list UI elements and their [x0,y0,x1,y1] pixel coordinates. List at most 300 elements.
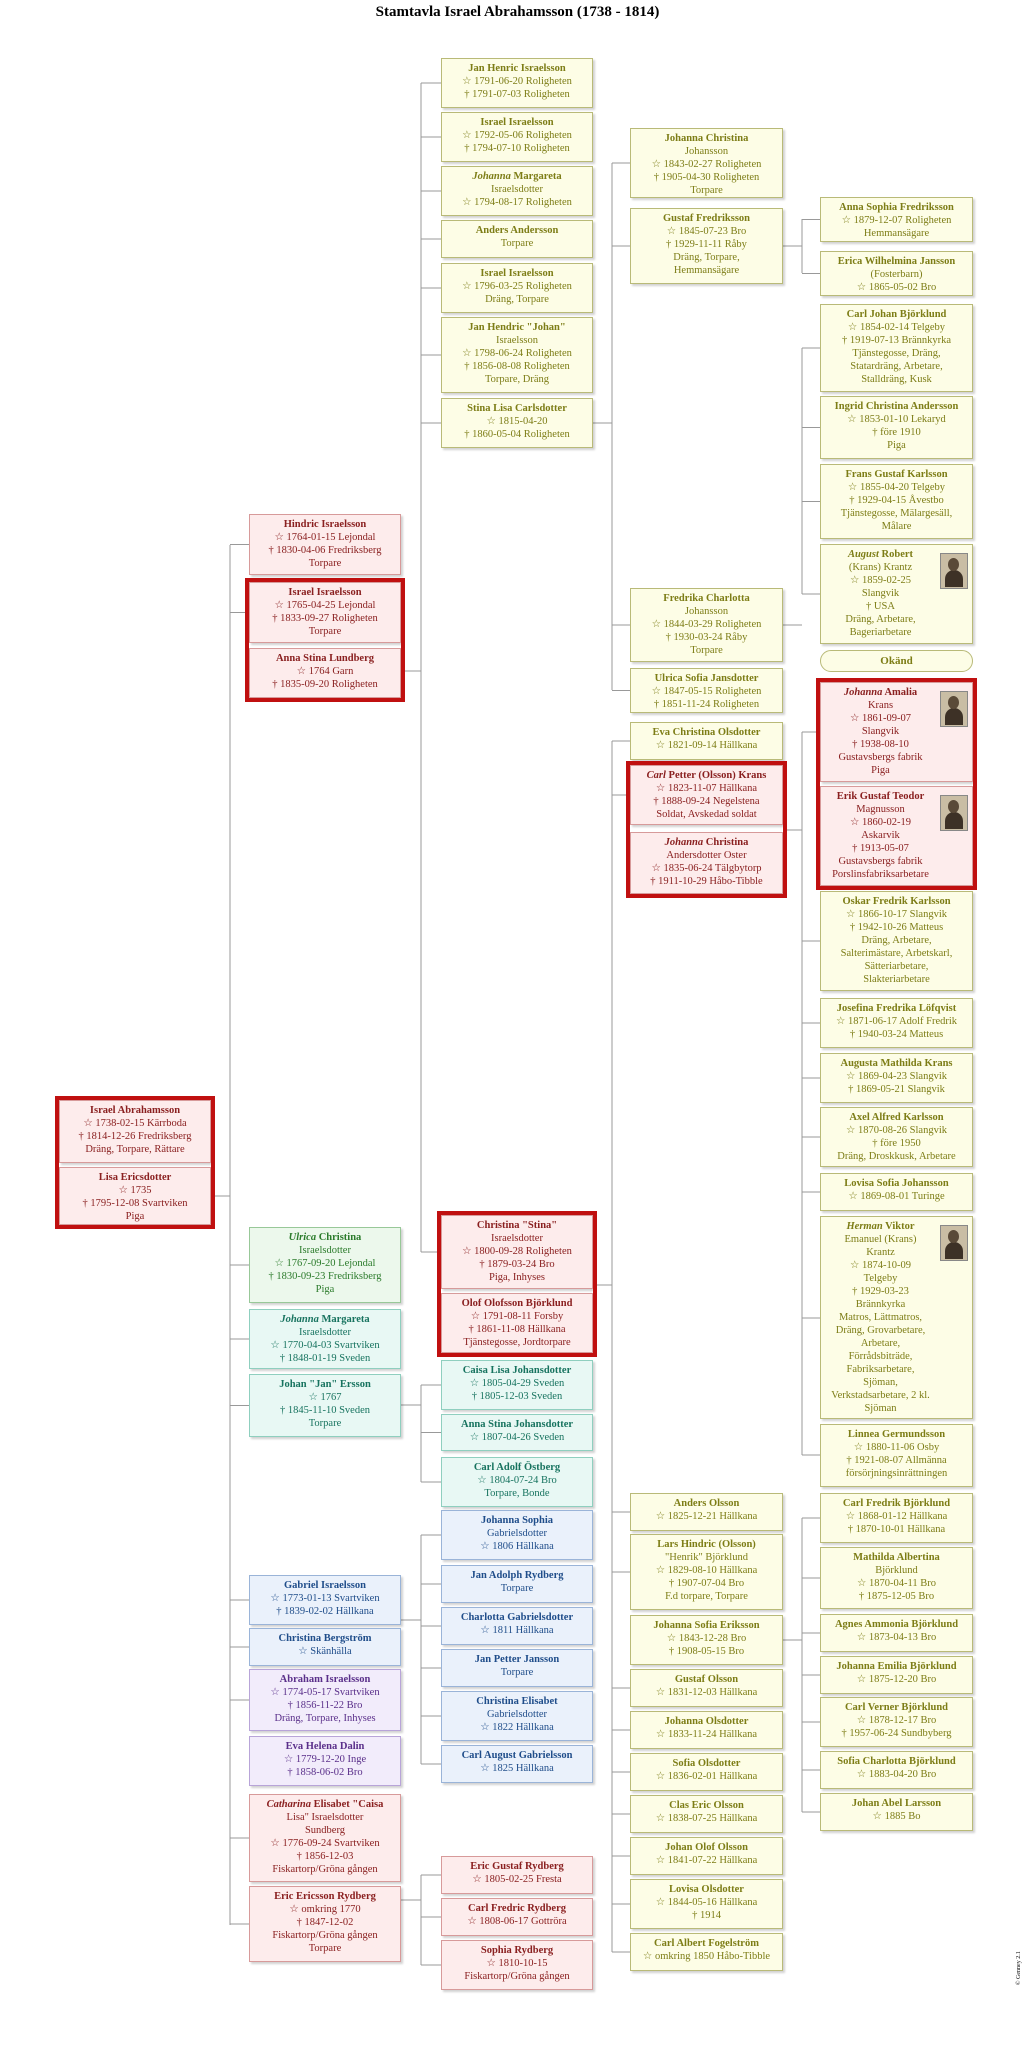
person-name: Stina Lisa Carlsdotter [467,403,567,414]
person-detail: † 1911-10-29 Håbo-Tibble [650,876,763,887]
person-detail: Krantz [866,1247,895,1258]
person-detail: ☆ 1868-01-12 Hällkana [845,1511,948,1522]
person-detail: Arbetare, [860,1338,901,1349]
person-detail: † 1856-12-03 [296,1851,354,1862]
person-detail: † 1835-09-20 Roligheten [272,679,378,690]
person-detail: Sjöman, [863,1377,898,1388]
person-detail: † 1929-03-23 [852,1286,909,1297]
person-detail: Israelsdotter [299,1327,351,1338]
person-detail: (Krans) Krantz [848,562,913,573]
person-detail: † 1860-05-04 Roligheten [464,429,570,440]
person-detail: F.d torpare, Torpare [665,1591,748,1602]
person-detail: ☆ 1807-04-26 Sveden [469,1432,565,1443]
person-detail: Fiskartorp/Gröna gången [272,1930,378,1941]
person-name: Christina "Stina" [476,1220,558,1231]
person-detail: ☆ 1860-02-19 [849,817,912,828]
person-name-emphasis: Catharina [266,1799,311,1810]
person-detail: Dräng, Torpare, [673,252,740,263]
person-detail: ☆ 1767-09-20 Lejondal [274,1258,376,1269]
person-detail: ☆ 1765-04-25 Lejondal [274,600,376,611]
person-name: Anna Stina Johansdotter [460,1419,574,1430]
portrait-photo-icon [940,795,968,831]
person-eric-gustaf-rydberg[interactable] [441,1856,593,1894]
person-detail: ☆ omkring 1850 Håbo-Tibble [642,1951,771,1962]
person-anders-olsson[interactable] [630,1493,783,1531]
person-name: Anders Olsson [673,1498,740,1509]
person-detail: Israelsdotter [491,184,543,195]
person-detail: ☆ 1810-10-15 [486,1958,548,1969]
person-gabriel-israelsson[interactable] [249,1575,401,1625]
person-linnea-germundsson[interactable] [820,1424,973,1487]
person-name: Israel Israelsson [288,587,362,598]
person-detail: ☆ 1815-04-20 [486,416,548,427]
person-detail: Matros, Lättmatros, [838,1312,923,1323]
person-name: Israel Abrahamsson [89,1105,181,1116]
person-name: Carl August Gabrielsson [461,1750,573,1761]
person-detail: ☆ 1805-04-29 Sveden [469,1378,565,1389]
person-detail: ☆ 1869-08-01 Turinge [848,1191,945,1202]
person-name: Anna Sophia Fredriksson [839,202,954,213]
person-gustaf-fredriksson[interactable] [630,208,783,284]
person-name-emphasis: Herman [846,1221,883,1232]
person-detail: ☆ 1823-11-07 Hällkana [655,783,758,794]
person-name: Israel Israelsson [480,117,554,128]
person-name: Sophia Rydberg [480,1945,554,1956]
person-name: Johan Olof Olsson [665,1842,748,1853]
person-johan-olof-olsson[interactable] [630,1837,783,1875]
person-detail: ☆ 1776-09-24 Svartviken [270,1838,380,1849]
person-detail: ☆ 1843-02-27 Roligheten [651,159,762,170]
person-oskar-fredrik-karlsson[interactable] [820,891,973,991]
person-detail: (Fosterbarn) [870,269,923,280]
person-sofia-olsdotter[interactable] [630,1753,783,1791]
person-fredrika-charlotta[interactable] [630,588,783,662]
person-detail: Fiskartorp/Gröna gången [272,1864,378,1875]
person-detail: ☆ 1844-05-16 Hällkana [655,1897,758,1908]
person-detail: † 1869-05-21 Slangvik [848,1084,945,1095]
person-detail: ☆ 1831-12-03 Hällkana [655,1687,758,1698]
copyright-text: © Genney 2.1 [1016,1951,1022,1985]
person-agnes-ammonia-bjorklund[interactable] [820,1614,973,1652]
person-detail: † 1830-04-06 Fredriksberg [268,545,382,556]
person-detail: Torpare [500,238,534,249]
person-detail: ☆ 1870-08-26 Slangvik [846,1125,947,1136]
person-jan-adolph-rydberg[interactable] [441,1565,593,1603]
person-detail: † 1851-11-24 Roligheten [653,699,760,710]
person-detail: † 1848-01-19 Sveden [279,1353,371,1364]
person-detail: Tjänstegosse, Dräng, [852,348,941,359]
person-detail: Verkstadsarbetare, 2 kl. [831,1390,930,1401]
person-johanna-olsdotter[interactable] [630,1711,783,1749]
person-jan-hendric-johan[interactable] [441,317,593,393]
person-name: Anders Andersson [475,225,559,236]
person-name: Johanna Olsdotter [664,1716,749,1727]
person-name: Carl Fredrik Björklund [842,1498,951,1509]
person-detail: † 1914 [692,1910,721,1921]
person-detail: ☆ 1798-06-24 Roligheten [462,348,572,359]
person-detail: † 1858-06-02 Bro [287,1767,363,1778]
person-name: Lovisa Olsdotter [669,1884,744,1895]
person-name: Lars Hindric (Olsson) [657,1539,756,1550]
person-israel-israelsson[interactable] [249,582,401,643]
person-detail: ☆ 1847-05-15 Roligheten [651,686,762,697]
person-detail: † 1942-10-26 Matteus [849,922,944,933]
person-name: Carl Fredric Rydberg [468,1903,566,1914]
person-detail: Piga [871,765,890,776]
person-name: Gabriel Israelsson [284,1580,366,1591]
person-johanna-emilia-bjorklund[interactable] [820,1656,973,1694]
person-anna-sophia-fredriksson[interactable] [820,197,973,242]
person-name: Sofia Charlotta Björklund [837,1756,956,1767]
person-detail: Förrådsbiträde, [848,1351,913,1362]
person-detail: ☆ 1791-06-20 Roligheten [462,76,572,87]
person-name: Jan Adolph Rydberg [470,1570,564,1581]
person-detail: ☆ 1804-07-24 Bro [477,1475,557,1486]
person-jan-henric-israelsson[interactable] [441,58,593,108]
person-detail: Piga [315,1284,335,1295]
person-name: Sofia Olsdotter [672,1758,741,1769]
person-detail: ☆ 1875-12-20 Bro [856,1674,937,1685]
portrait-photo-icon [940,1225,968,1261]
person-detail: Stalldräng, Kusk [861,374,932,385]
person-detail: Sjöman [864,1403,897,1414]
person-detail: † 1847-12-02 [296,1917,354,1928]
person-lovisa-sofia-johansson[interactable] [820,1173,973,1211]
person-name: Carl Verner Björklund [844,1702,949,1713]
person-jan-petter-jansson[interactable] [441,1649,593,1687]
person-johan-abel-larsson[interactable] [820,1793,973,1831]
person-detail: † 1905-04-30 Roligheten [653,172,760,183]
person-gustaf-olsson[interactable] [630,1669,783,1707]
person-johanna-margareta[interactable] [441,166,593,216]
person-detail: Torpare [690,185,723,196]
person-clas-eric-olsson[interactable] [630,1795,783,1833]
person-name: Ingrid Christina Andersson [834,401,959,412]
person-sofia-charlotta-bjorklund[interactable] [820,1751,973,1789]
person-name: Jan Petter Jansson [474,1654,560,1665]
person-detail: † USA [866,601,895,612]
portrait-photo-icon [940,691,968,727]
person-name: Johanna Margareta [280,1314,370,1325]
person-detail: ☆ 1794-08-17 Roligheten [462,197,572,208]
person-detail: Gabrielsdotter [486,1528,548,1539]
person-detail: Askarvik [861,830,900,841]
person-name: Eric Gustaf Rydberg [470,1861,564,1872]
person-axel-alfred-karlsson[interactable] [820,1107,973,1167]
person-detail: Israelsdotter [299,1245,351,1256]
person-detail: Porslinsfabriksarbetare [832,869,929,880]
person-detail: ☆ 1805-02-25 Fresta [472,1874,562,1885]
person-carl-adolf-ostberg[interactable] [441,1457,593,1507]
person-charlotta-gabrielsdotter[interactable] [441,1607,593,1645]
person-detail: † 1888-09-24 Negelstena [653,796,760,807]
person-ingrid-christina-andersson[interactable] [820,396,973,459]
person-detail: Dräng, Arbetare, [861,935,932,946]
person-israel-israelsson[interactable] [441,112,593,162]
person-caisa-lisa-johansdotter[interactable] [441,1360,593,1410]
person-name: Axel Alfred Karlsson [849,1112,944,1123]
person-detail: ☆ 1861-09-07 [849,713,912,724]
person-detail: † före 1910 [872,427,921,438]
person-herman-viktor[interactable] [820,1216,973,1419]
person-catharina-elisabet-caisa[interactable] [249,1794,401,1882]
person-name: Israel Israelsson [480,268,554,279]
person-name-emphasis: Johanna [843,687,883,698]
person-christina-bergstrom[interactable] [249,1628,401,1666]
person-detail: † 1921-08-07 Allmänna [846,1455,947,1466]
person-name: Oskar Fredrik Karlsson [842,896,951,907]
person-abraham-israelsson[interactable] [249,1669,401,1731]
person-detail: ☆ 1843-12-28 Bro [666,1633,747,1644]
person-detail: ☆ 1774-05-17 Svartviken [270,1687,380,1698]
person-detail: Gabrielsdotter [486,1709,548,1720]
person-detail: ☆ 1764 Garn [296,666,354,677]
person-anna-stina-johansdotter[interactable] [441,1414,593,1451]
person-name: Fredrika Charlotta [663,593,750,604]
person-detail: Torpare [308,558,342,569]
person-lovisa-olsdotter[interactable] [630,1879,783,1929]
person-detail: Lisa" Israelsdotter [286,1812,364,1823]
person-johanna-christina[interactable] [630,128,783,198]
person-detail: Torpare [690,645,723,656]
person-name: Agnes Ammonia Björklund [834,1619,959,1630]
person-name: Olof Olofsson Björklund [461,1298,573,1309]
person-detail: ☆ 1845-07-23 Bro [666,226,747,237]
person-detail: Piga [887,440,906,451]
person-detail: ☆ 1791-08-11 Forsby [470,1311,564,1322]
person-detail: ☆ 1885 Bo [872,1811,921,1822]
person-detail: † före 1950 [872,1138,921,1149]
person-detail: Slakteriarbetare [863,974,930,985]
person-detail: † 1938-08-10 [852,739,909,750]
person-detail: ☆ 1800-09-28 Roligheten [462,1246,572,1257]
person-detail: Sätteriarbetare, [864,961,929,972]
person-detail: Krans [867,700,894,711]
person-name: Gustaf Olsson [674,1674,739,1685]
person-detail: Dräng, Droskkusk, Arbetare [837,1151,956,1162]
person-name: Jan Henric Israelsson [468,63,566,74]
person-johan-jan-ersson[interactable] [249,1374,401,1437]
person-detail: † 1794-07-10 Roligheten [464,143,570,154]
person-stina-lisa-carlsdotter[interactable] [441,398,593,448]
person-christina-elisabet[interactable] [441,1691,593,1741]
person-sophia-rydberg[interactable] [441,1940,593,1990]
person-detail: ☆ 1764-01-15 Lejondal [274,532,376,543]
person-detail: † 1929-11-11 Råby [666,239,747,250]
person-detail: ☆ 1880-11-06 Osby [853,1442,940,1453]
person-carl-fredrik-bjorklund[interactable] [820,1493,973,1543]
person-detail: † 1791-07-03 Roligheten [464,89,570,100]
person-carl-fredric-rydberg[interactable] [441,1898,593,1936]
person-name: Eva Christina Olsdotter [652,727,761,738]
person-detail: Torpare [308,1943,342,1954]
person-detail: † 1908-05-15 Bro [668,1646,745,1657]
person-johanna-sofia-eriksson[interactable] [630,1615,783,1665]
person-name: Johanna Christina [664,837,749,848]
person-detail: ☆ 1859-02-25 [849,575,912,586]
person-detail: Israelsdotter [491,1233,543,1244]
person-carl-august-gabrielsson[interactable] [441,1745,593,1783]
person-name: Erik Gustaf Teodor [836,791,925,802]
person-erik-gustaf-teodor[interactable] [820,786,973,886]
person-detail: Gustavsbergs fabrik [838,752,923,763]
person-detail: Piga, Inhyses [489,1272,545,1283]
page-title: Stamtavla Israel Abrahamsson (1738 - 1814) [375,4,660,20]
person-name: Johan "Jan" Ersson [279,1379,371,1390]
person-josefina-fredrika-lofqvist[interactable] [820,998,973,1048]
unknown-partner-badge[interactable]: Okänd [820,650,973,672]
person-name: Clas Eric Olsson [669,1800,744,1811]
person-detail: † 1919-07-13 Brännkyrka [841,335,952,346]
person-ulrica-sofia-jansdotter[interactable] [630,668,783,713]
person-detail: ☆ 1773-01-13 Svartviken [270,1593,380,1604]
person-name: Ulrica Sofia Jansdotter [654,673,759,684]
person-detail: Torpare, Bonde [484,1488,550,1499]
person-detail: ☆ 1767 [308,1392,342,1403]
person-detail: Piga [125,1211,145,1222]
person-detail: † 1845-11-10 Sveden [279,1405,370,1416]
person-detail: ☆ 1870-04-11 Bro [856,1578,937,1589]
person-name: Ulrica Christina [288,1232,362,1243]
person-anna-stina-lundberg[interactable] [249,648,401,698]
person-name: Christina Elisabet [476,1696,558,1707]
person-detail: Torpare [500,1667,534,1678]
person-name-emphasis: Johanna [280,1314,319,1325]
person-detail: Torpare, Dräng [485,374,549,385]
person-carl-petter-olsson-krans[interactable] [630,765,783,825]
person-name: Eric Ericsson Rydberg [274,1891,376,1902]
person-detail: Tjänstegosse, Mälargesäll, [840,508,953,519]
person-name: Augusta Mathilda Krans [840,1058,953,1069]
person-name-emphasis: Ulrica [288,1232,317,1243]
person-detail: ☆ 1865-05-02 Bro [856,282,937,293]
person-detail: Bageriarbetare [849,627,912,638]
person-carl-albert-fogelstrom[interactable] [630,1933,783,1971]
person-detail: Emanuel (Krans) [844,1234,917,1245]
person-detail: † 1913-05-07 [852,843,909,854]
person-detail: Dräng, Torpare, Inhyses [274,1713,376,1724]
person-detail: ☆ 1873-04-13 Bro [856,1632,937,1643]
person-detail: † 1870-10-01 Hällkana [847,1524,946,1535]
person-name: Erica Wilhelmina Jansson [837,256,956,267]
person-carl-johan-bjorklund[interactable] [820,304,973,392]
person-detail: † 1875-12-05 Bro [858,1591,935,1602]
person-detail: ☆ 1825 Hällkana [480,1763,554,1774]
person-name: Mathilda Albertina [853,1552,940,1563]
person-johanna-sophia[interactable] [441,1510,593,1560]
person-detail: ☆ 1874-10-09 [849,1260,912,1271]
person-detail: Andersdotter Oster [666,850,747,861]
person-name: Johanna Margareta [472,171,562,182]
person-detail: † 1940-03-24 Matteus [849,1029,944,1040]
person-detail: Torpare [308,626,342,637]
person-eva-christina-olsdotter[interactable] [630,722,783,760]
person-name: Abraham Israelsson [279,1674,371,1685]
person-olof-olofsson-bjorklund[interactable] [441,1293,593,1353]
person-eric-ericsson-rydberg[interactable] [249,1886,401,1962]
person-detail: ☆ 1770-04-03 Svartviken [270,1340,380,1351]
person-detail: † 1856-11-22 Bro [287,1700,363,1711]
person-detail: ☆ omkring 1770 [289,1904,361,1915]
person-august-robert[interactable] [820,544,973,644]
person-frans-gustaf-karlsson[interactable] [820,464,973,539]
person-detail: † 1830-09-23 Fredriksberg [268,1271,382,1282]
person-detail: † 1907-07-04 Bro [668,1578,745,1589]
person-detail: † 1839-02-02 Hällkana [276,1606,374,1617]
person-detail: Sundberg [304,1825,346,1836]
person-detail: ☆ 1871-06-17 Adolf Fredrik [835,1016,958,1027]
person-lars-hindric-olsson[interactable] [630,1534,783,1610]
person-eva-helena-dalin[interactable] [249,1736,401,1786]
person-israel-israelsson[interactable] [441,263,593,313]
person-detail: † 1861-11-08 Hällkana [468,1324,566,1335]
person-detail: ☆ 1796-03-25 Roligheten [462,281,572,292]
person-detail: Telgeby [863,1273,898,1284]
person-detail: Dräng, Torpare, Rättare [85,1144,185,1155]
person-detail: Målare [881,521,912,532]
person-name: Herman Viktor [846,1221,915,1232]
person-detail: ☆ 1879-12-07 Roligheten [841,215,952,226]
person-detail: ☆ 1833-11-24 Hällkana [655,1729,758,1740]
person-detail: ☆ 1853-01-10 Lekaryd [847,414,946,425]
person-christina-stina[interactable] [441,1215,593,1289]
person-lisa-ericsdotter[interactable] [59,1167,211,1225]
person-name: Carl Petter (Olsson) Krans [646,770,767,781]
person-detail: ☆ 1869-04-23 Slangvik [846,1071,947,1082]
person-detail: Dräng, Grovarbetare, [835,1325,926,1336]
person-augusta-mathilda-krans[interactable] [820,1053,973,1103]
person-johanna-margareta[interactable] [249,1309,401,1369]
person-carl-verner-bjorklund[interactable] [820,1697,973,1747]
person-detail: † 1833-09-27 Roligheten [272,613,378,624]
person-israel-abrahamsson[interactable] [59,1100,211,1163]
person-detail: ☆ 1825-12-21 Hällkana [655,1511,758,1522]
person-detail: ☆ 1829-08-10 Hällkana [655,1565,758,1576]
person-name: Johan Abel Larsson [851,1798,942,1809]
person-name: Josefina Fredrika Löfqvist [836,1003,957,1014]
person-hindric-israelsson[interactable] [249,514,401,575]
person-detail: ☆ 1822 Hällkana [480,1722,554,1733]
person-detail: Brännkyrka [855,1299,906,1310]
person-mathilda-albertina[interactable] [820,1547,973,1609]
person-name: Johanna Amalia [843,687,918,698]
person-erica-wilhelmina-jansson[interactable] [820,251,973,296]
person-detail: † 1929-04-15 Åvestbo [849,495,944,506]
person-detail: ☆ 1866-10-17 Slangvik [846,909,947,920]
person-detail: Slangvik [861,726,900,737]
person-name: Johanna Sophia [480,1515,554,1526]
person-name: Carl Albert Fogelström [654,1938,759,1949]
person-anders-andersson[interactable] [441,220,593,258]
person-name: Catharina Elisabet "Caisa [266,1799,384,1810]
person-detail: ☆ 1878-12-17 Bro [856,1715,937,1726]
person-detail: Fabriksarbetare, [846,1364,915,1375]
portrait-photo-icon [940,553,968,589]
person-detail: ☆ 1844-03-29 Roligheten [651,619,762,630]
person-name: Gustaf Fredriksson [662,213,751,224]
person-detail: † 1879-03-24 Bro [479,1259,555,1270]
person-detail: † 1930-03-24 Råby [665,632,748,643]
person-name: Johanna Sofia Eriksson [653,1620,760,1631]
person-name: Christina Bergström [278,1633,372,1644]
person-name-emphasis: Carl [646,770,666,781]
person-johanna-christina[interactable] [630,832,783,894]
person-ulrica-christina[interactable] [249,1227,401,1303]
person-detail: ☆ 1792-05-06 Roligheten [462,130,572,141]
person-name: Caisa Lisa Johansdotter [462,1365,572,1376]
person-detail: Tjänstegosse, Jordtorpare [463,1337,571,1348]
person-johanna-amalia[interactable] [820,682,973,782]
